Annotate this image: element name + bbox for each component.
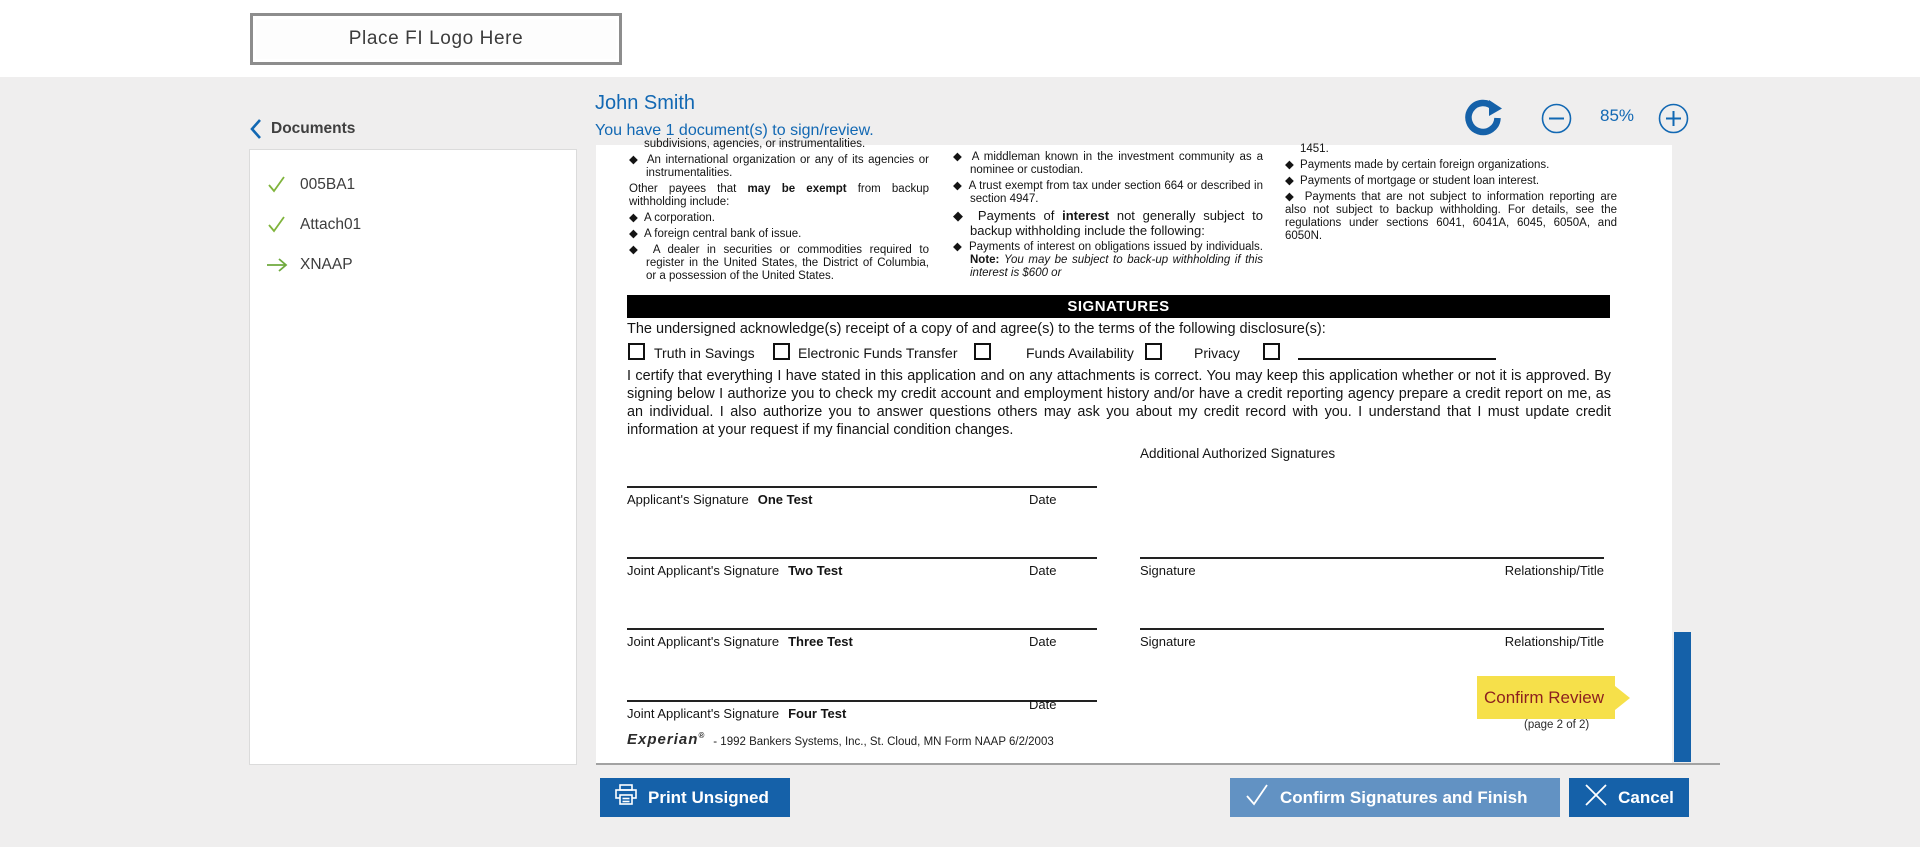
certification-text: I certify that everything I have stated in this application and on any attachments is correct. You may keep this application whether or not it is approved. By signing below I authorize you to check my credit account and employment history and/or have a credit reporting agency prepare a credit report on me, as an individual. I also authorize you to answer questions others may ask you about my credit record with you. I understand that I must update credit information at your request if my financial condition changes.	[627, 368, 1611, 438]
form-text: ◆ An international organization or any of its agencies or instrumentalities.	[629, 154, 929, 179]
form-text: subdivisions, agencies, or instrumentalities.	[644, 138, 866, 150]
signature-line	[627, 486, 1097, 488]
user-name: John Smith	[595, 92, 696, 114]
disclosure-label: Funds Availability	[1026, 345, 1134, 361]
signature-row	[627, 563, 1097, 578]
document-label: Attach01	[300, 216, 362, 233]
diamond-bullet-icon: ◆	[629, 212, 642, 224]
signature-label: Signature	[1140, 563, 1196, 578]
print-unsigned-label: Print Unsigned	[648, 787, 769, 807]
confirm-signatures-label: Confirm Signatures and Finish	[1280, 787, 1528, 807]
document-label: XNAAP	[300, 256, 353, 273]
check-icon	[266, 215, 292, 235]
printer-icon	[614, 784, 638, 811]
signature-line	[627, 557, 1097, 559]
acknowledgement-text: The undersigned acknowledge(s) receipt of a copy of and agree(s) to the terms of the following disclosure(s):	[627, 321, 1326, 337]
signature-row	[627, 634, 1097, 649]
form-text: ◆ Payments that are not subject to information reporting are also not subject to backup withholding. For details, see the regulations under sections 6041, 6041A, 6045, 6050A, and 6050N.	[1285, 191, 1617, 242]
disclosure-label: Truth in Savings	[654, 345, 755, 361]
diamond-bullet-icon: ◆	[629, 244, 650, 256]
page-indicator: (page 2 of 2)	[1524, 719, 1590, 731]
diamond-bullet-icon: ◆	[629, 154, 644, 166]
document-page	[596, 138, 1672, 765]
diamond-bullet-icon: ◆	[953, 180, 966, 192]
form-column	[1285, 143, 1617, 246]
cancel-label: Cancel	[1618, 787, 1674, 807]
signature-row	[1140, 634, 1604, 649]
fi-logo-text: Place FI Logo Here	[348, 28, 524, 49]
relationship-title-label: Relationship/Title	[1504, 634, 1604, 649]
scrollbar-thumb[interactable]	[1674, 632, 1691, 762]
form-text: ◆ A dealer in securities or commodities required to register in the United States, the District of Columbia, or a possession of the United States.	[629, 244, 929, 282]
signatures-banner: SIGNATURES	[627, 295, 1610, 318]
form-text: ◆ Payments of interest not generally subject to backup withholding include the following:	[953, 208, 1264, 238]
documents-list	[249, 149, 577, 765]
minus-icon	[1541, 122, 1572, 137]
document-label: 005BA1	[300, 176, 356, 193]
fi-logo-placeholder	[250, 13, 622, 65]
date-label: Date	[1029, 563, 1057, 578]
disclosure-label: Electronic Funds Transfer	[798, 345, 958, 361]
back-button[interactable]	[249, 118, 263, 140]
date-label: Date	[1029, 634, 1057, 649]
plus-icon	[1658, 122, 1689, 137]
diamond-bullet-icon: ◆	[1285, 159, 1298, 171]
signature-label: Joint Applicant's Signature	[627, 634, 780, 649]
additional-signatures-label: Additional Authorized Signatures	[1140, 446, 1336, 461]
diamond-bullet-icon: ◆	[953, 151, 969, 163]
diamond-bullet-icon: ◆	[629, 228, 642, 240]
zoom-in-button[interactable]	[1658, 103, 1689, 134]
checkbox-privacy	[1145, 343, 1162, 360]
form-text: ◆ Payments made by certain foreign organizations.	[1285, 159, 1550, 171]
zoom-out-button[interactable]	[1541, 103, 1572, 134]
chevron-left-icon	[249, 128, 263, 143]
sidebar-item-005ba1[interactable]	[250, 170, 576, 200]
zoom-level: 85%	[1599, 106, 1635, 125]
disclosure-label: Privacy	[1194, 345, 1240, 361]
sidebar-title: Documents	[271, 120, 356, 137]
check-icon	[266, 175, 292, 195]
signer-name: Four Test	[788, 706, 847, 721]
signature-label: Applicant's Signature	[627, 492, 749, 507]
diamond-bullet-icon: ◆	[953, 241, 966, 253]
form-footer-text: - 1992 Bankers Systems, Inc., St. Cloud, MN Form NAAP 6/2/2003	[713, 736, 1054, 748]
top-bar	[0, 0, 1920, 77]
form-text: ◆ A middleman known in the investment community as a nominee or custodian.	[953, 151, 1263, 176]
print-unsigned-button[interactable]	[600, 778, 790, 817]
form-text: ◆ Payments of interest on obligations issued by individuals. Note: You may be subject to back-up withholding if this interest is $600 or	[953, 241, 1263, 279]
form-footer	[627, 731, 1054, 748]
signature-label: Joint Applicant's Signature	[627, 706, 780, 721]
signature-label: Signature	[1140, 634, 1196, 649]
checkbox-truth-in-savings	[628, 343, 645, 360]
signer-name: One Test	[757, 492, 813, 507]
refresh-button[interactable]	[1464, 99, 1502, 137]
confirm-review-button[interactable]	[1477, 676, 1615, 719]
relationship-title-label: Relationship/Title	[1504, 563, 1604, 578]
signer-name: Three Test	[788, 634, 853, 649]
form-text: ◆ A corporation.	[629, 212, 716, 224]
experian-logo: Experian®	[627, 731, 706, 748]
arrow-right-icon	[266, 257, 292, 273]
form-text: 1451.	[1300, 143, 1329, 155]
form-text: ◆ A trust exempt from tax under section 664 or described in section 4947.	[953, 180, 1263, 205]
signer-name: Two Test	[788, 563, 843, 578]
signature-line	[1140, 557, 1604, 559]
cancel-button[interactable]	[1569, 778, 1689, 817]
form-text: ◆ Payments of mortgage or student loan interest.	[1285, 175, 1540, 187]
documents-count-message: You have 1 document(s) to sign/review.	[595, 122, 874, 139]
diamond-bullet-icon: ◆	[1285, 191, 1302, 203]
form-column	[953, 138, 1263, 283]
date-label: Date	[1029, 697, 1057, 712]
form-text: ◆ A foreign central bank of issue.	[629, 228, 802, 240]
checkbox-funds-availability	[974, 343, 991, 360]
sidebar-item-attach01[interactable]	[250, 210, 576, 240]
sidebar-item-xnaap[interactable]	[250, 250, 576, 280]
checkbox-electronic-funds-transfer	[773, 343, 790, 360]
signature-row	[1140, 563, 1604, 578]
signature-label: Joint Applicant's Signature	[627, 563, 780, 578]
date-label: Date	[1029, 492, 1057, 507]
confirm-signatures-button[interactable]	[1230, 778, 1560, 817]
checkbox-other	[1263, 343, 1280, 360]
form-text: Other payees that may be exempt from backup withholding include:	[629, 183, 929, 208]
refresh-icon	[1464, 125, 1502, 140]
signature-line	[627, 628, 1097, 630]
check-icon	[1244, 783, 1270, 812]
form-column	[629, 138, 929, 286]
close-icon	[1584, 783, 1608, 812]
signature-row	[627, 492, 1097, 507]
blank-line	[1298, 358, 1496, 360]
signature-line	[627, 700, 1097, 702]
confirm-review-label: Confirm Review	[1484, 687, 1604, 707]
viewer-bottom-divider	[596, 763, 1720, 765]
signature-line	[1140, 628, 1604, 630]
diamond-bullet-icon: ◆	[953, 208, 975, 223]
signature-row	[627, 697, 1097, 721]
diamond-bullet-icon: ◆	[1285, 175, 1298, 187]
sidebar-header	[249, 118, 355, 140]
